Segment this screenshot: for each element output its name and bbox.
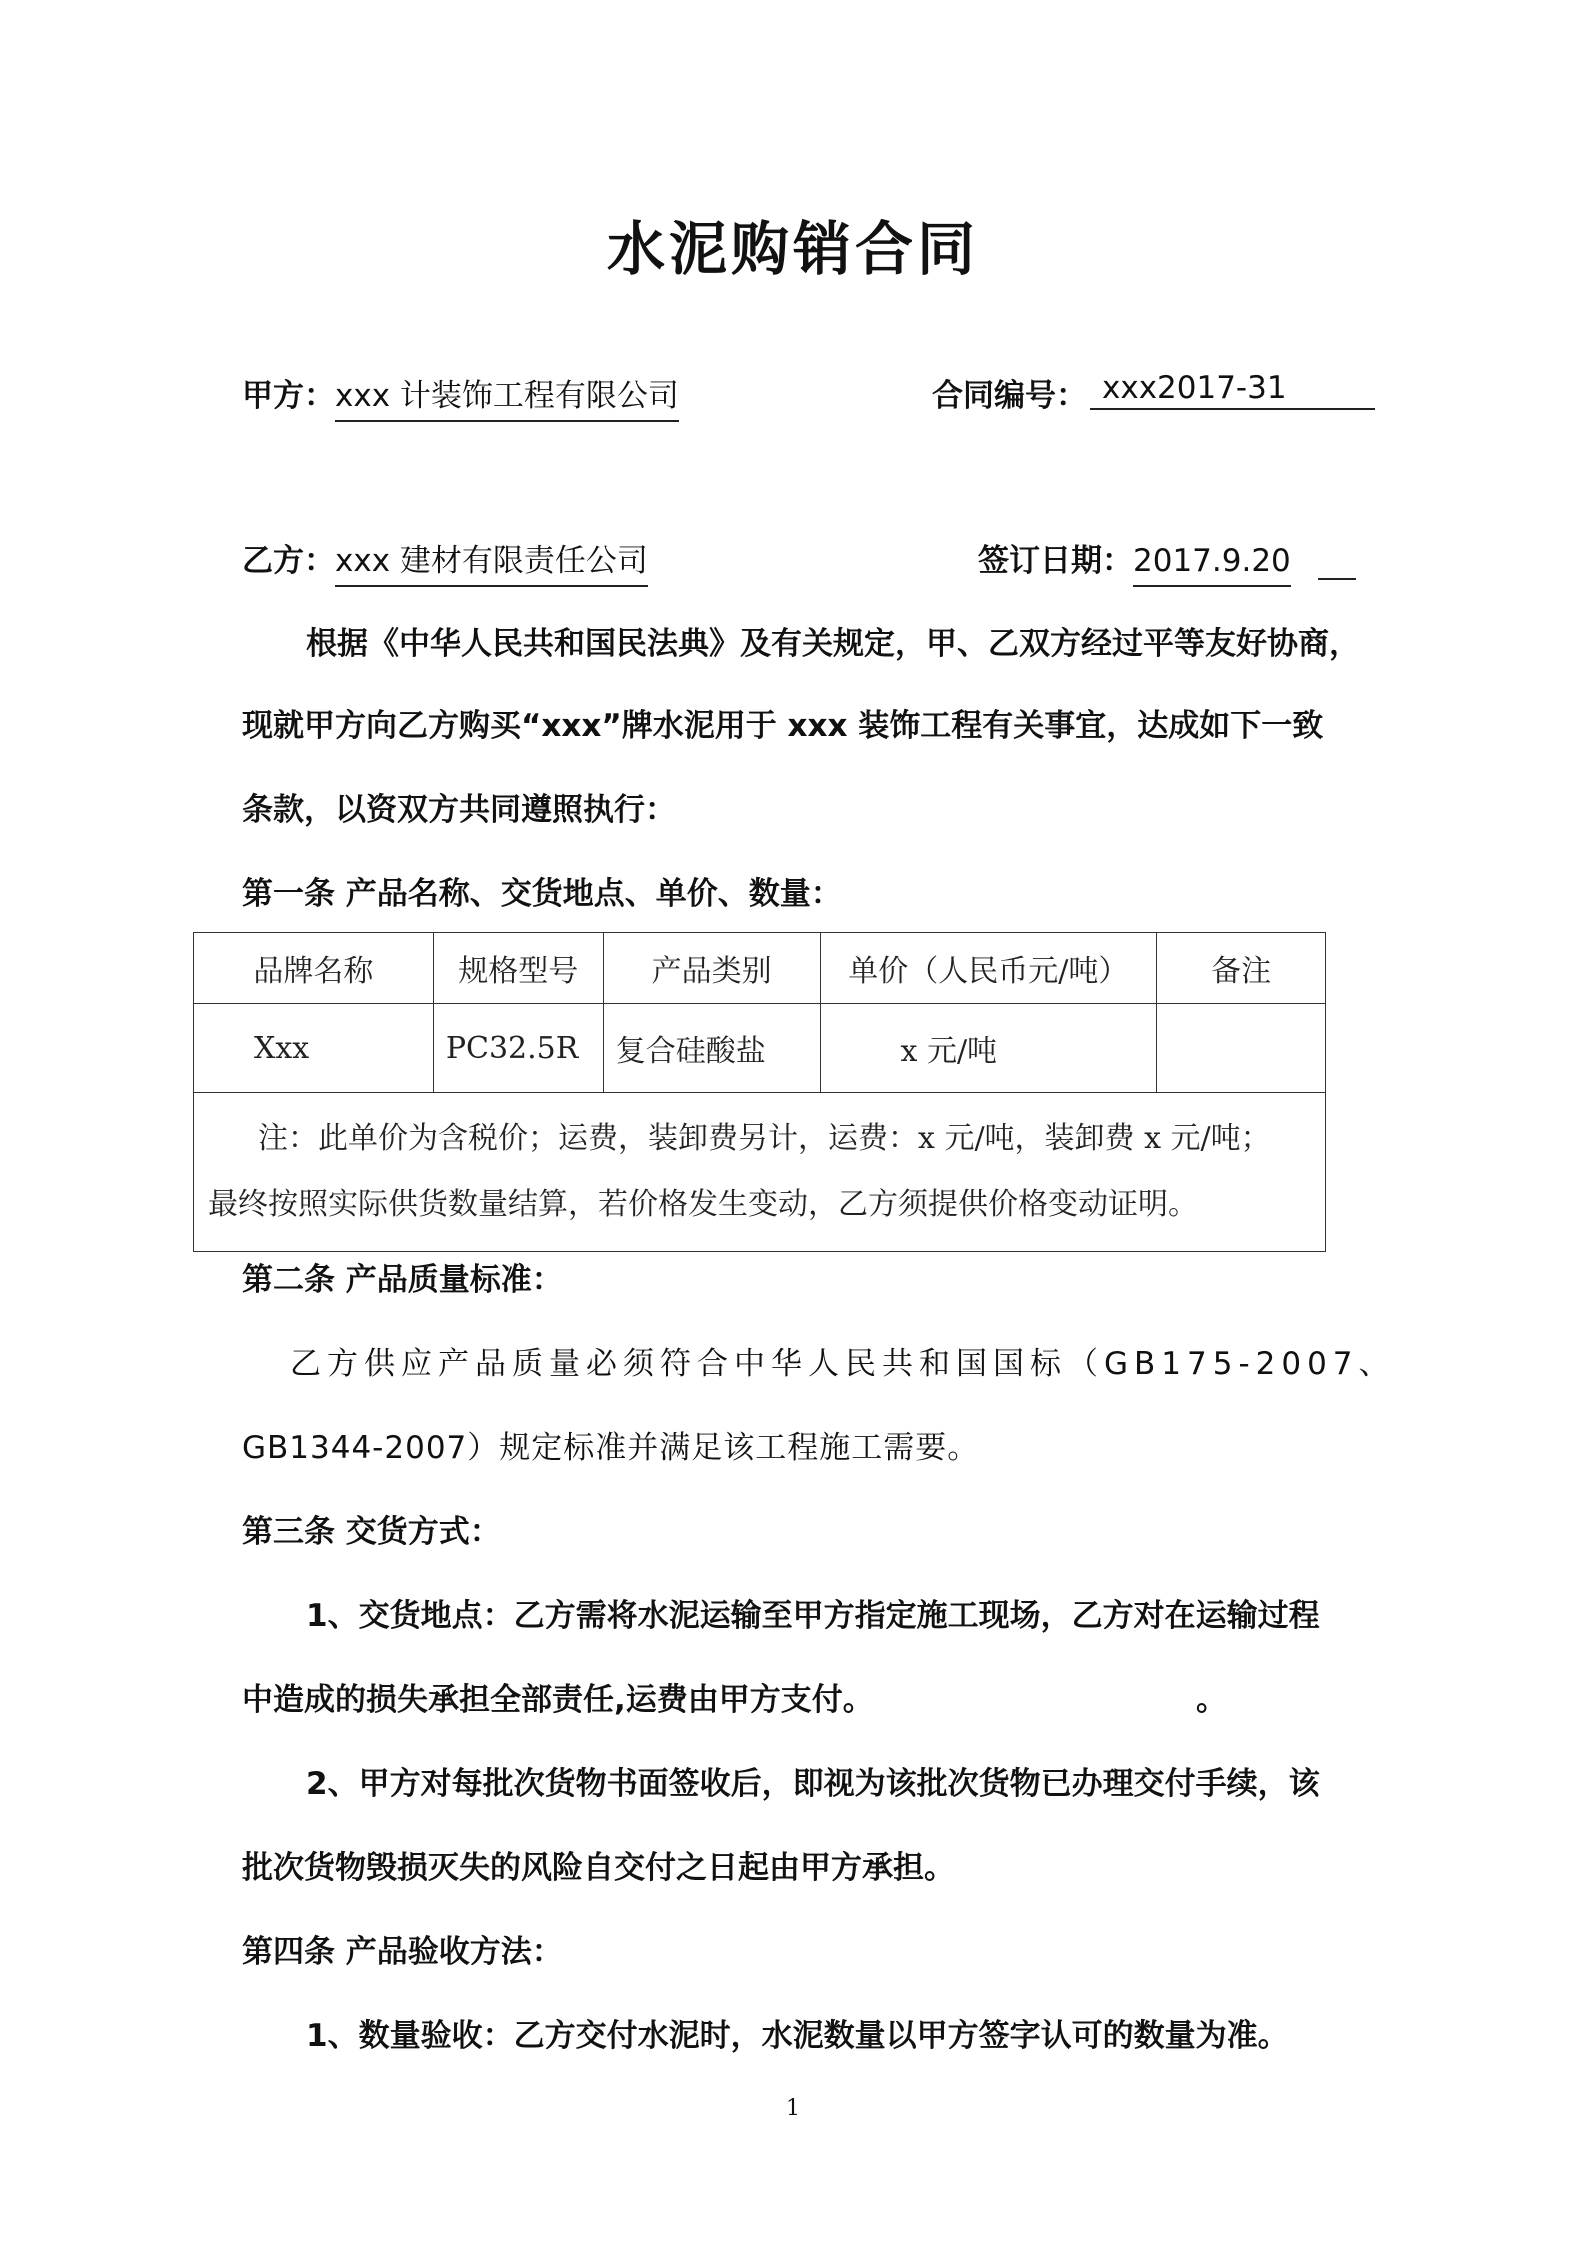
party-b-value: xxx 建材有限责任公司 <box>335 543 648 587</box>
article-2-line-1: 乙方供应产品质量必须符合中华人民共和国国标（GB175-2007、 <box>290 1346 1396 1382</box>
article-4-heading: 第四条 产品验收方法： <box>242 1934 563 1970</box>
intro-line-1: 根据《中华人民共和国民法典》及有关规定，甲、乙双方经过平等友好协商， <box>306 626 1360 662</box>
party-a <box>242 370 679 415</box>
contract-number <box>932 370 1087 415</box>
header-category: 产品类别 <box>603 933 820 1004</box>
article-3-item-1-tail: 。 <box>1196 1682 1227 1718</box>
table-note-row <box>194 1093 1326 1252</box>
article-3-item-1-line-1: 1、交货地点：乙方需将水泥运输至甲方指定施工现场，乙方对在运输过程 <box>306 1598 1320 1634</box>
article-3-heading: 第三条 交货方式： <box>242 1514 501 1550</box>
header-unit-price: 单价（人民币元/吨） <box>820 933 1157 1004</box>
cell-unit-price: x 元/吨 <box>820 1004 1157 1093</box>
article-2-line-2: GB1344-2007）规定标准并满足该工程施工需要。 <box>242 1430 980 1466</box>
article-2-heading: 第二条 产品质量标准： <box>242 1262 563 1298</box>
cell-brand: Xxx <box>194 1004 434 1093</box>
sign-date <box>978 535 1291 580</box>
sign-date-label: 签订日期： <box>978 543 1133 579</box>
article-4-item-1: 1、数量验收：乙方交付水泥时，水泥数量以甲方签字认可的数量为准。 <box>306 2018 1289 2054</box>
document-title: 水泥购销合同 <box>606 215 979 283</box>
sign-date-underline <box>1318 578 1356 580</box>
intro-line-3: 条款，以资双方共同遵照执行： <box>242 792 676 828</box>
party-a-label: 甲方： <box>242 378 335 414</box>
cell-spec: PC32.5R <box>433 1004 603 1093</box>
table-note <box>194 1093 1326 1252</box>
intro-line-2: 现就甲方向乙方购买“xxx”牌水泥用于 xxx 装饰工程有关事宜，达成如下一致 <box>242 708 1324 744</box>
product-table-header <box>194 933 1326 1004</box>
table-note-line-1: 注：此单价为含税价；运费，装卸费另计，运费：x 元/吨，装卸费 x 元/吨； <box>258 1121 1271 1156</box>
article-1-heading: 第一条 产品名称、交货地点、单价、数量： <box>242 876 842 912</box>
cell-category: 复合硅酸盐 <box>603 1004 820 1093</box>
party-a-value: xxx 计装饰工程有限公司 <box>335 378 679 422</box>
contract-number-label: 合同编号： <box>932 378 1087 414</box>
header-spec: 规格型号 <box>433 933 603 1004</box>
party-b-label: 乙方： <box>242 543 335 579</box>
cell-remarks <box>1157 1004 1326 1093</box>
party-b <box>242 535 648 580</box>
contract-number-value: xxx2017-31 <box>1090 370 1375 410</box>
table-note-line-2: 最终按照实际供货数量结算，若价格发生变动，乙方须提供价格变动证明。 <box>208 1187 1198 1222</box>
header-remarks: 备注 <box>1157 933 1326 1004</box>
sign-date-value: 2017.9.20 <box>1133 543 1291 587</box>
page-number: 1 <box>786 2096 800 2121</box>
article-3-item-2-line-1: 2、甲方对每批次货物书面签收后，即视为该批次货物已办理交付手续，该 <box>306 1766 1320 1802</box>
article-3-item-1-line-2: 中造成的损失承担全部责任,运费由甲方支付。 <box>242 1682 874 1718</box>
article-3-item-2-line-2: 批次货物毁损灭失的风险自交付之日起由甲方承担。 <box>242 1850 955 1886</box>
table-row <box>194 1004 1326 1093</box>
header-brand: 品牌名称 <box>194 933 434 1004</box>
product-table <box>193 932 1326 1252</box>
